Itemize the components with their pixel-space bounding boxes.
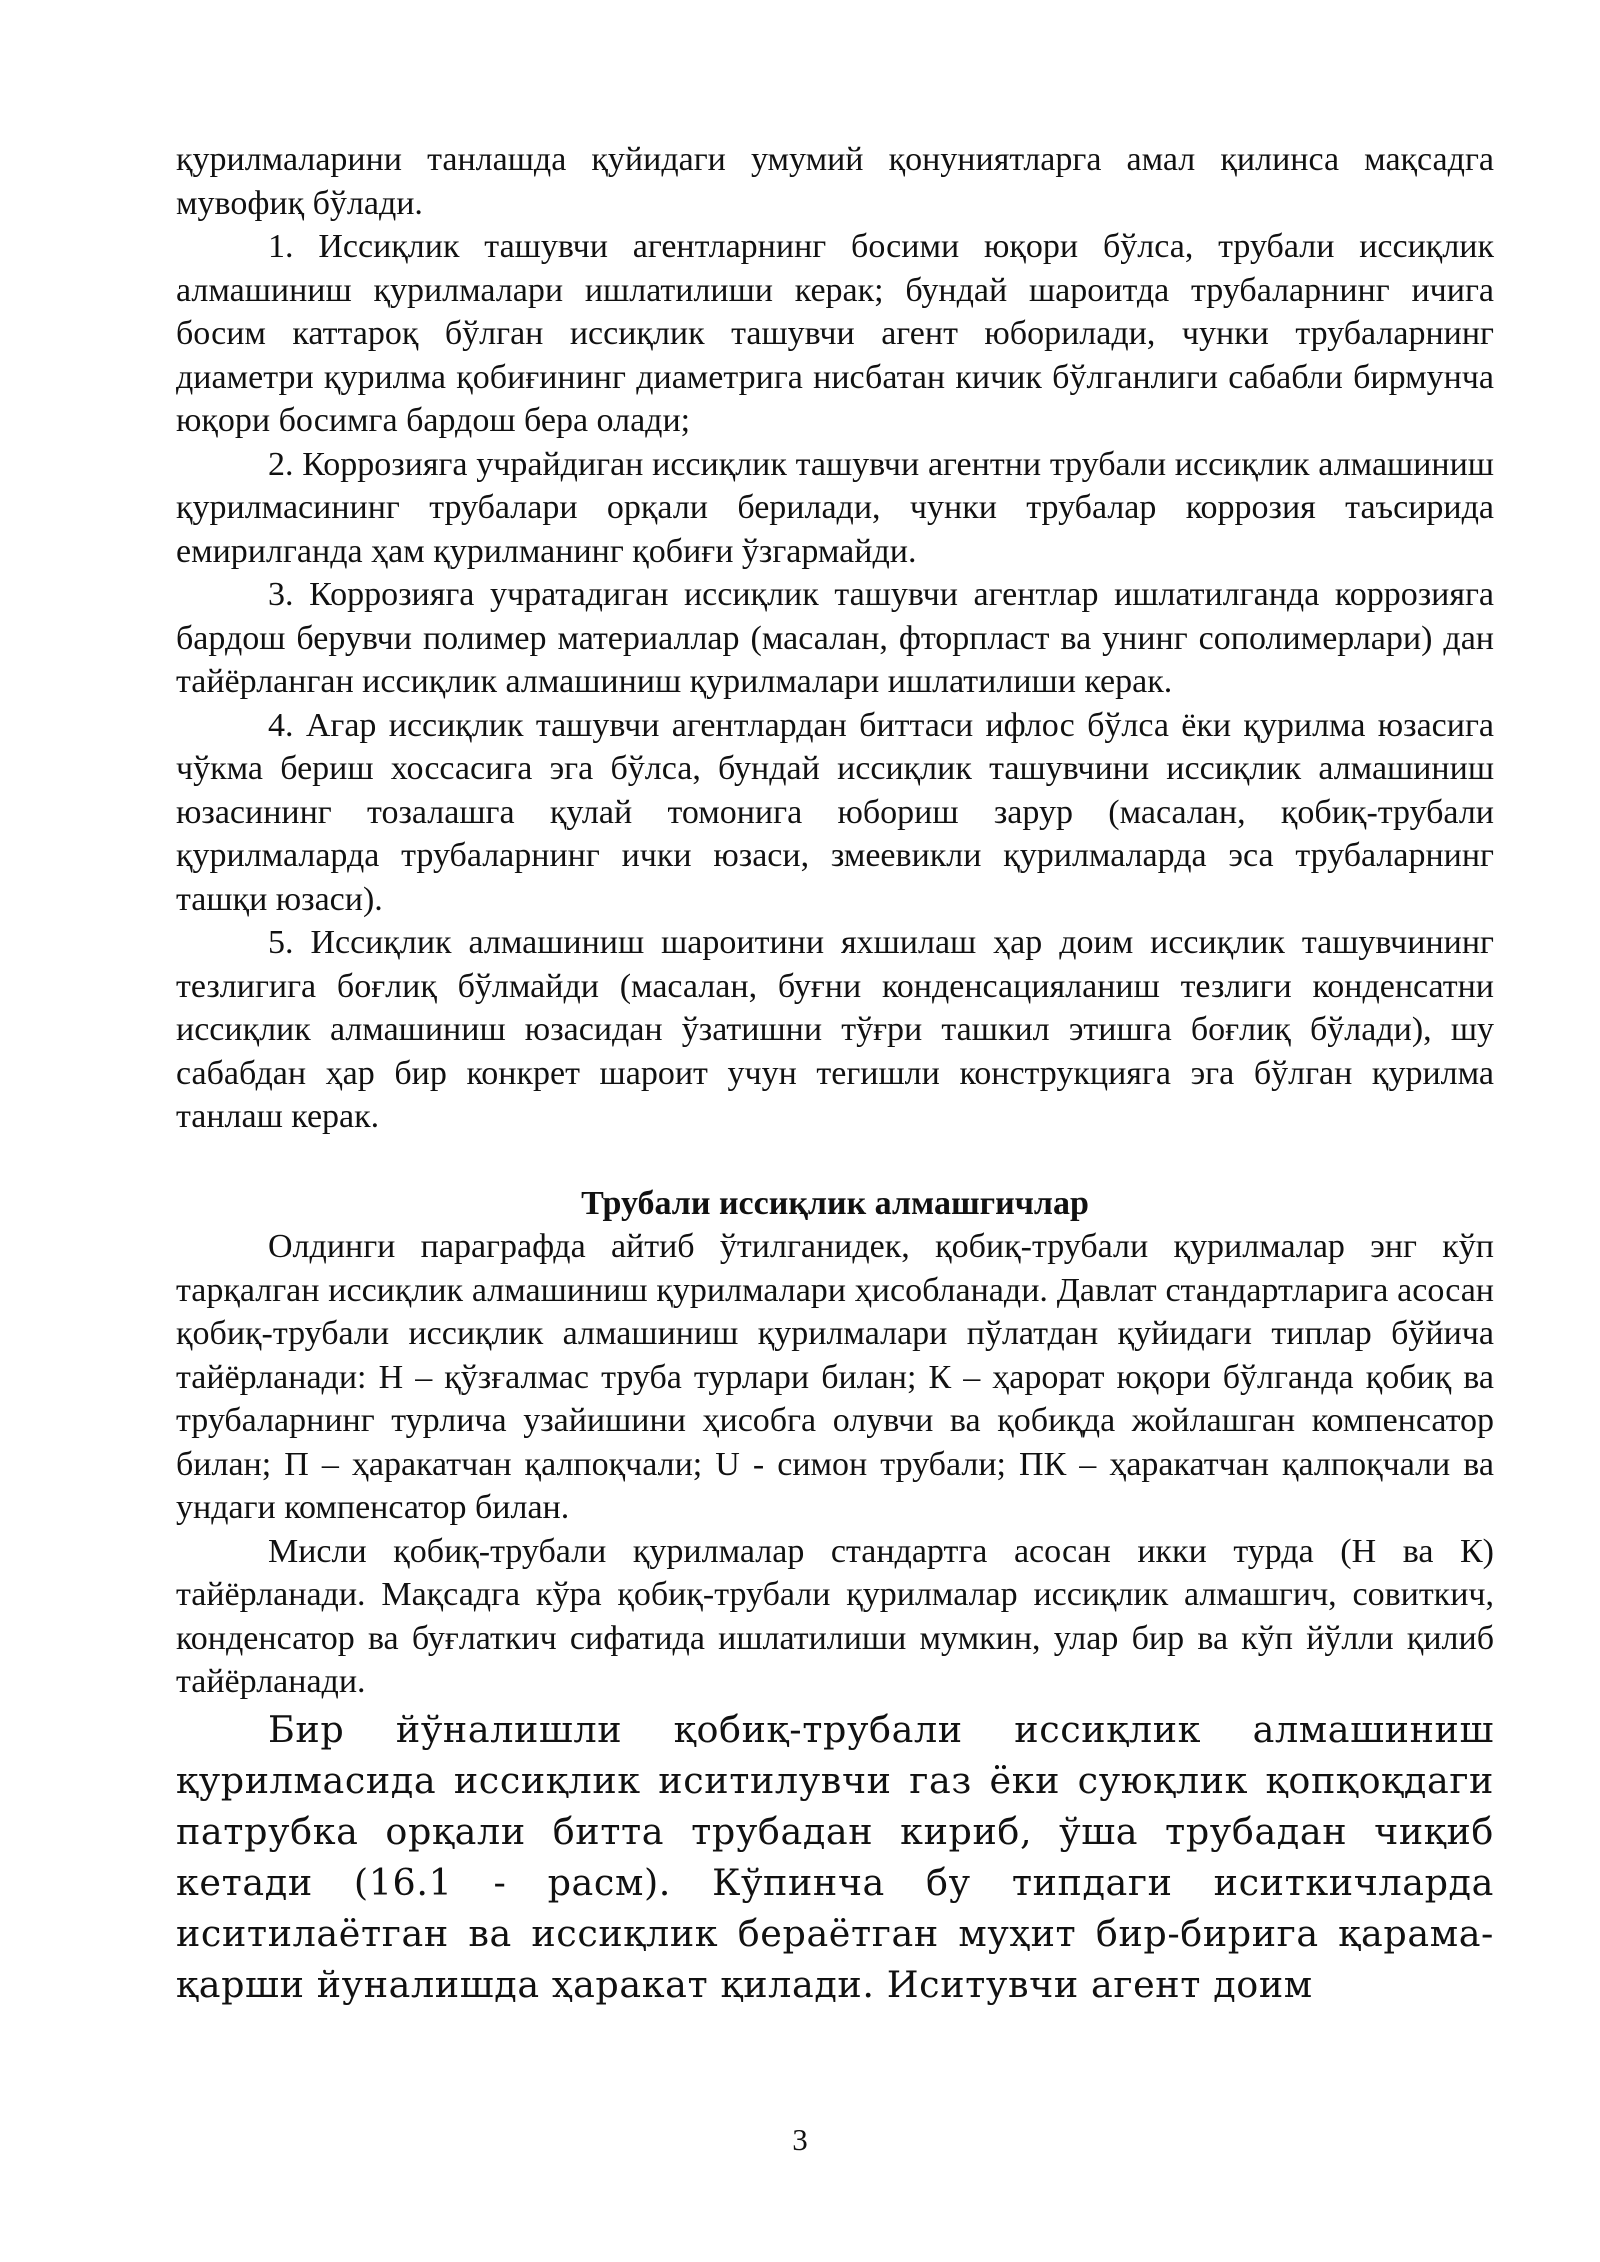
page-body [176,138,1494,2010]
paragraph-intro: қурилмаларини танлашда қуйидаги умумий қонуниятларга амал қилинса мақсадга мувофиқ бўлади. [176,141,1494,222]
paragraph-item-2: 2. Коррозияга учрайдиган иссиқлик ташувчи агентни трубали иссиқлик алмашиниш қурилмасининг трубалари орқали берилади, чунки трубалар коррозия таъсирида емирилганда ҳам қурилманинг қобиғи ўзгармайди. [176,445,1494,570]
paragraph-section-2: Мисли қобиқ-трубали қурилмалар стандартга асосан икки турда (Н ва К) тайёрланади. Мақсадга кўра қобиқ-трубали қурилмалар иссиқлик алмашгич, совиткич, конденсатор ва буғлаткич сифатида ишлатилиши мумкин, улар бир ва кўп йўлли қилиб тайёрланади. [176,1532,1494,1700]
paragraph-section-1: Олдинги параграфда айтиб ўтилганидек, қобиқ-трубали қурилмалар энг кўп тарқалган иссиқлик алмашиниш қурилмалари ҳисобланади. Давлат стандартларига асосан қобиқ-трубали иссиқлик алмашиниш қурилмалари пўлатдан қуйидаги типлар бўйича тайёрланади: Н – қўзғалмас труба турлари билан; К – ҳарорат юқори бўлганда қобиқ ва трубаларнинг турлича узайишини ҳисобга олувчи ва қобиқда жойлашган компенсатор билан; П – ҳаракатчан қалпоқчали; U - симон трубали; ПК – ҳаракатчан қалпоқчали ва ундаги компенсатор билан. [176,1228,1494,1526]
paragraph-item-3: 3. Коррозияга учратадиган иссиқлик ташувчи агентлар ишлатилганда коррозияга бардош берувчи полимер материаллар (масалан, фторпласт ва унинг сополимерлари) дан тайёрланган иссиқлик алмашиниш қурилмалари ишлатилиши керак. [176,576,1494,700]
paragraph-item-4: 4. Агар иссиқлик ташувчи агентлардан биттаси ифлос бўлса ёки қурилма юзасига чўкма бериш хоссасига эга бўлса, бундай иссиқлик ташувчини иссиқлик алмашиниш юзасининг тозалашга қулай томонига юбориш зарур (масалан, қобиқ-трубали қурилмаларда трубаларнинг ички юзаси, змеевикли қурилмаларда эса трубаларнинг ташқи юзаси). [176,706,1494,918]
paragraph-large-text: Бир йўналишли қобиқ-трубали иссиқлик алмашиниш қурилмасида иссиқлик иситилувчи газ ёки суюқлик қопқоқдаги патрубка орқали битта трубадан кириб, ўша трубадан чиқиб кетади (16.1 - расм). Кўпинча бу типдаги иситкичларда иситилаётган ва иссиқлик бераётган муҳит бир-бирига қарама-қарши йуналишда ҳаракат қилади. Иситувчи агент доим [176,1707,1494,2006]
paragraph-item-1: 1. Иссиқлик ташувчи агентларнинг босими юқори бўлса, трубали иссиқлик алмашиниш қурилмалари ишлатилиши керак; бундай шароитда трубаларнинг ичига босим каттароқ бўлган иссиқлик ташувчи агент юборилади, чунки трубаларнинг диаметри қурилма қобиғининг диаметрига нисбатан кичик бўлганлиги сабабли бирмунча юқори босимга бардош бера олади; [176,228,1494,439]
page-number: 3 [792,2122,808,2157]
section-heading: Трубали иссиқлик алмашгичлар [581,1184,1089,1222]
paragraph-item-5: 5. Иссиқлик алмашиниш шароитини яхшилаш ҳар доим иссиқлик ташувчининг тезлигига боғлиқ бўлмайди (масалан, буғни конденсацияланиш тезлиги конденсатни иссиқлик алмашиниш юзасидан ўзатишни тўғри ташкил этишга боғлиқ бўлади), шу сабабдан ҳар бир конкрет шароит учун тегишли конструкцияга эга бўлган қурилма танлаш керак. [176,924,1494,1135]
